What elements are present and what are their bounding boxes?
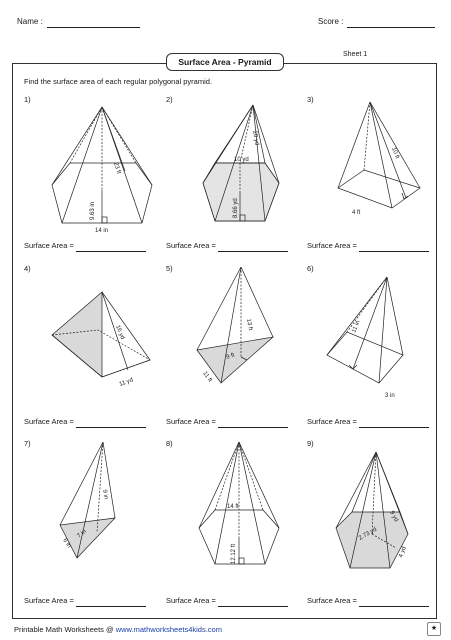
problem-number: 7) xyxy=(24,439,31,448)
dimension-label: 9 yd xyxy=(388,510,399,523)
answer-field[interactable] xyxy=(359,427,429,428)
dimension-label: 6 in xyxy=(61,537,72,550)
instructions: Find the surface area of each regular polygonal pyramid. xyxy=(24,77,213,86)
answer-field[interactable] xyxy=(76,251,146,252)
dimension-label: 9.63 in xyxy=(90,201,96,220)
dimension-label: 7 in xyxy=(76,528,88,540)
surface-area-label: Surface Area = xyxy=(24,241,74,250)
surface-area-label: Surface Area = xyxy=(24,596,74,605)
dimension-label: 11 ft xyxy=(201,370,213,384)
site-logo-icon: ★ xyxy=(427,622,441,636)
dimension-label: 11 in xyxy=(351,319,362,334)
surface-area-label: Surface Area = xyxy=(166,241,216,250)
problem-number: 5) xyxy=(166,264,173,273)
problem-number: 6) xyxy=(307,264,314,273)
pyramid-figure-3 xyxy=(330,100,430,225)
dimension-label: 16 yd xyxy=(114,324,126,341)
answer-field[interactable] xyxy=(218,251,288,252)
worksheet-title: Surface Area - Pyramid xyxy=(166,53,284,71)
pyramid-figure-9 xyxy=(330,450,420,580)
problem-number: 4) xyxy=(24,264,31,273)
dimension-label: 10 yd xyxy=(234,157,249,163)
footer-prefix: Printable Math Worksheets @ xyxy=(14,625,116,634)
dimension-label: 3 in xyxy=(385,393,395,399)
sheet-label: Sheet 1 xyxy=(343,51,368,58)
answer-field[interactable] xyxy=(218,427,288,428)
footer-link[interactable]: www.mathworksheets4kids.com xyxy=(115,625,222,634)
dimension-label: 12.12 ft xyxy=(231,543,237,564)
pyramid-figure-7 xyxy=(55,440,125,575)
dimension-label: 14 in xyxy=(95,228,109,234)
pyramid-figure-1 xyxy=(40,105,170,235)
dimension-label: 10 ft xyxy=(390,146,400,160)
pyramid-figure-8 xyxy=(195,440,285,575)
dimension-label: 20 yd xyxy=(251,130,260,146)
answer-field[interactable] xyxy=(76,427,146,428)
dimension-label: 11 yd xyxy=(118,377,135,388)
dimension-label: 14 ft xyxy=(227,504,239,510)
problem-number: 9) xyxy=(307,439,314,448)
problem-number: 2) xyxy=(166,95,173,104)
dimension-label: 13 ft xyxy=(245,318,253,331)
surface-area-label: Surface Area = xyxy=(24,417,74,426)
answer-field[interactable] xyxy=(359,251,429,252)
surface-area-label: Surface Area = xyxy=(307,241,357,250)
name-field[interactable] xyxy=(47,27,140,28)
score-field[interactable] xyxy=(347,27,435,28)
pyramid-figure-6 xyxy=(325,275,425,400)
dimension-label: 4 yd xyxy=(398,545,408,559)
problem-number: 8) xyxy=(166,439,173,448)
dimension-label: 9 in xyxy=(101,489,109,500)
surface-area-label: Surface Area = xyxy=(166,596,216,605)
answer-field[interactable] xyxy=(76,606,146,607)
problem-number: 1) xyxy=(24,95,31,104)
surface-area-label: Surface Area = xyxy=(307,596,357,605)
dimension-label: 2.73 yd xyxy=(358,526,379,542)
surface-area-label: Surface Area = xyxy=(307,417,357,426)
dimension-label: 4 ft xyxy=(352,210,361,216)
surface-area-label: Surface Area = xyxy=(166,417,216,426)
dimension-label: 8.66 yd xyxy=(233,198,239,218)
answer-field[interactable] xyxy=(218,606,288,607)
score-label: Score : xyxy=(318,17,344,26)
pyramid-figure-4 xyxy=(50,290,160,400)
problem-number: 3) xyxy=(307,95,314,104)
answer-field[interactable] xyxy=(359,606,429,607)
name-label: Name : xyxy=(17,17,43,26)
footer xyxy=(14,625,222,634)
dimension-label: 9 ft xyxy=(225,352,236,361)
pyramid-figure-2 xyxy=(195,103,295,233)
pyramid-figure-5 xyxy=(193,265,283,400)
dimension-label: 23 ft xyxy=(112,161,122,175)
